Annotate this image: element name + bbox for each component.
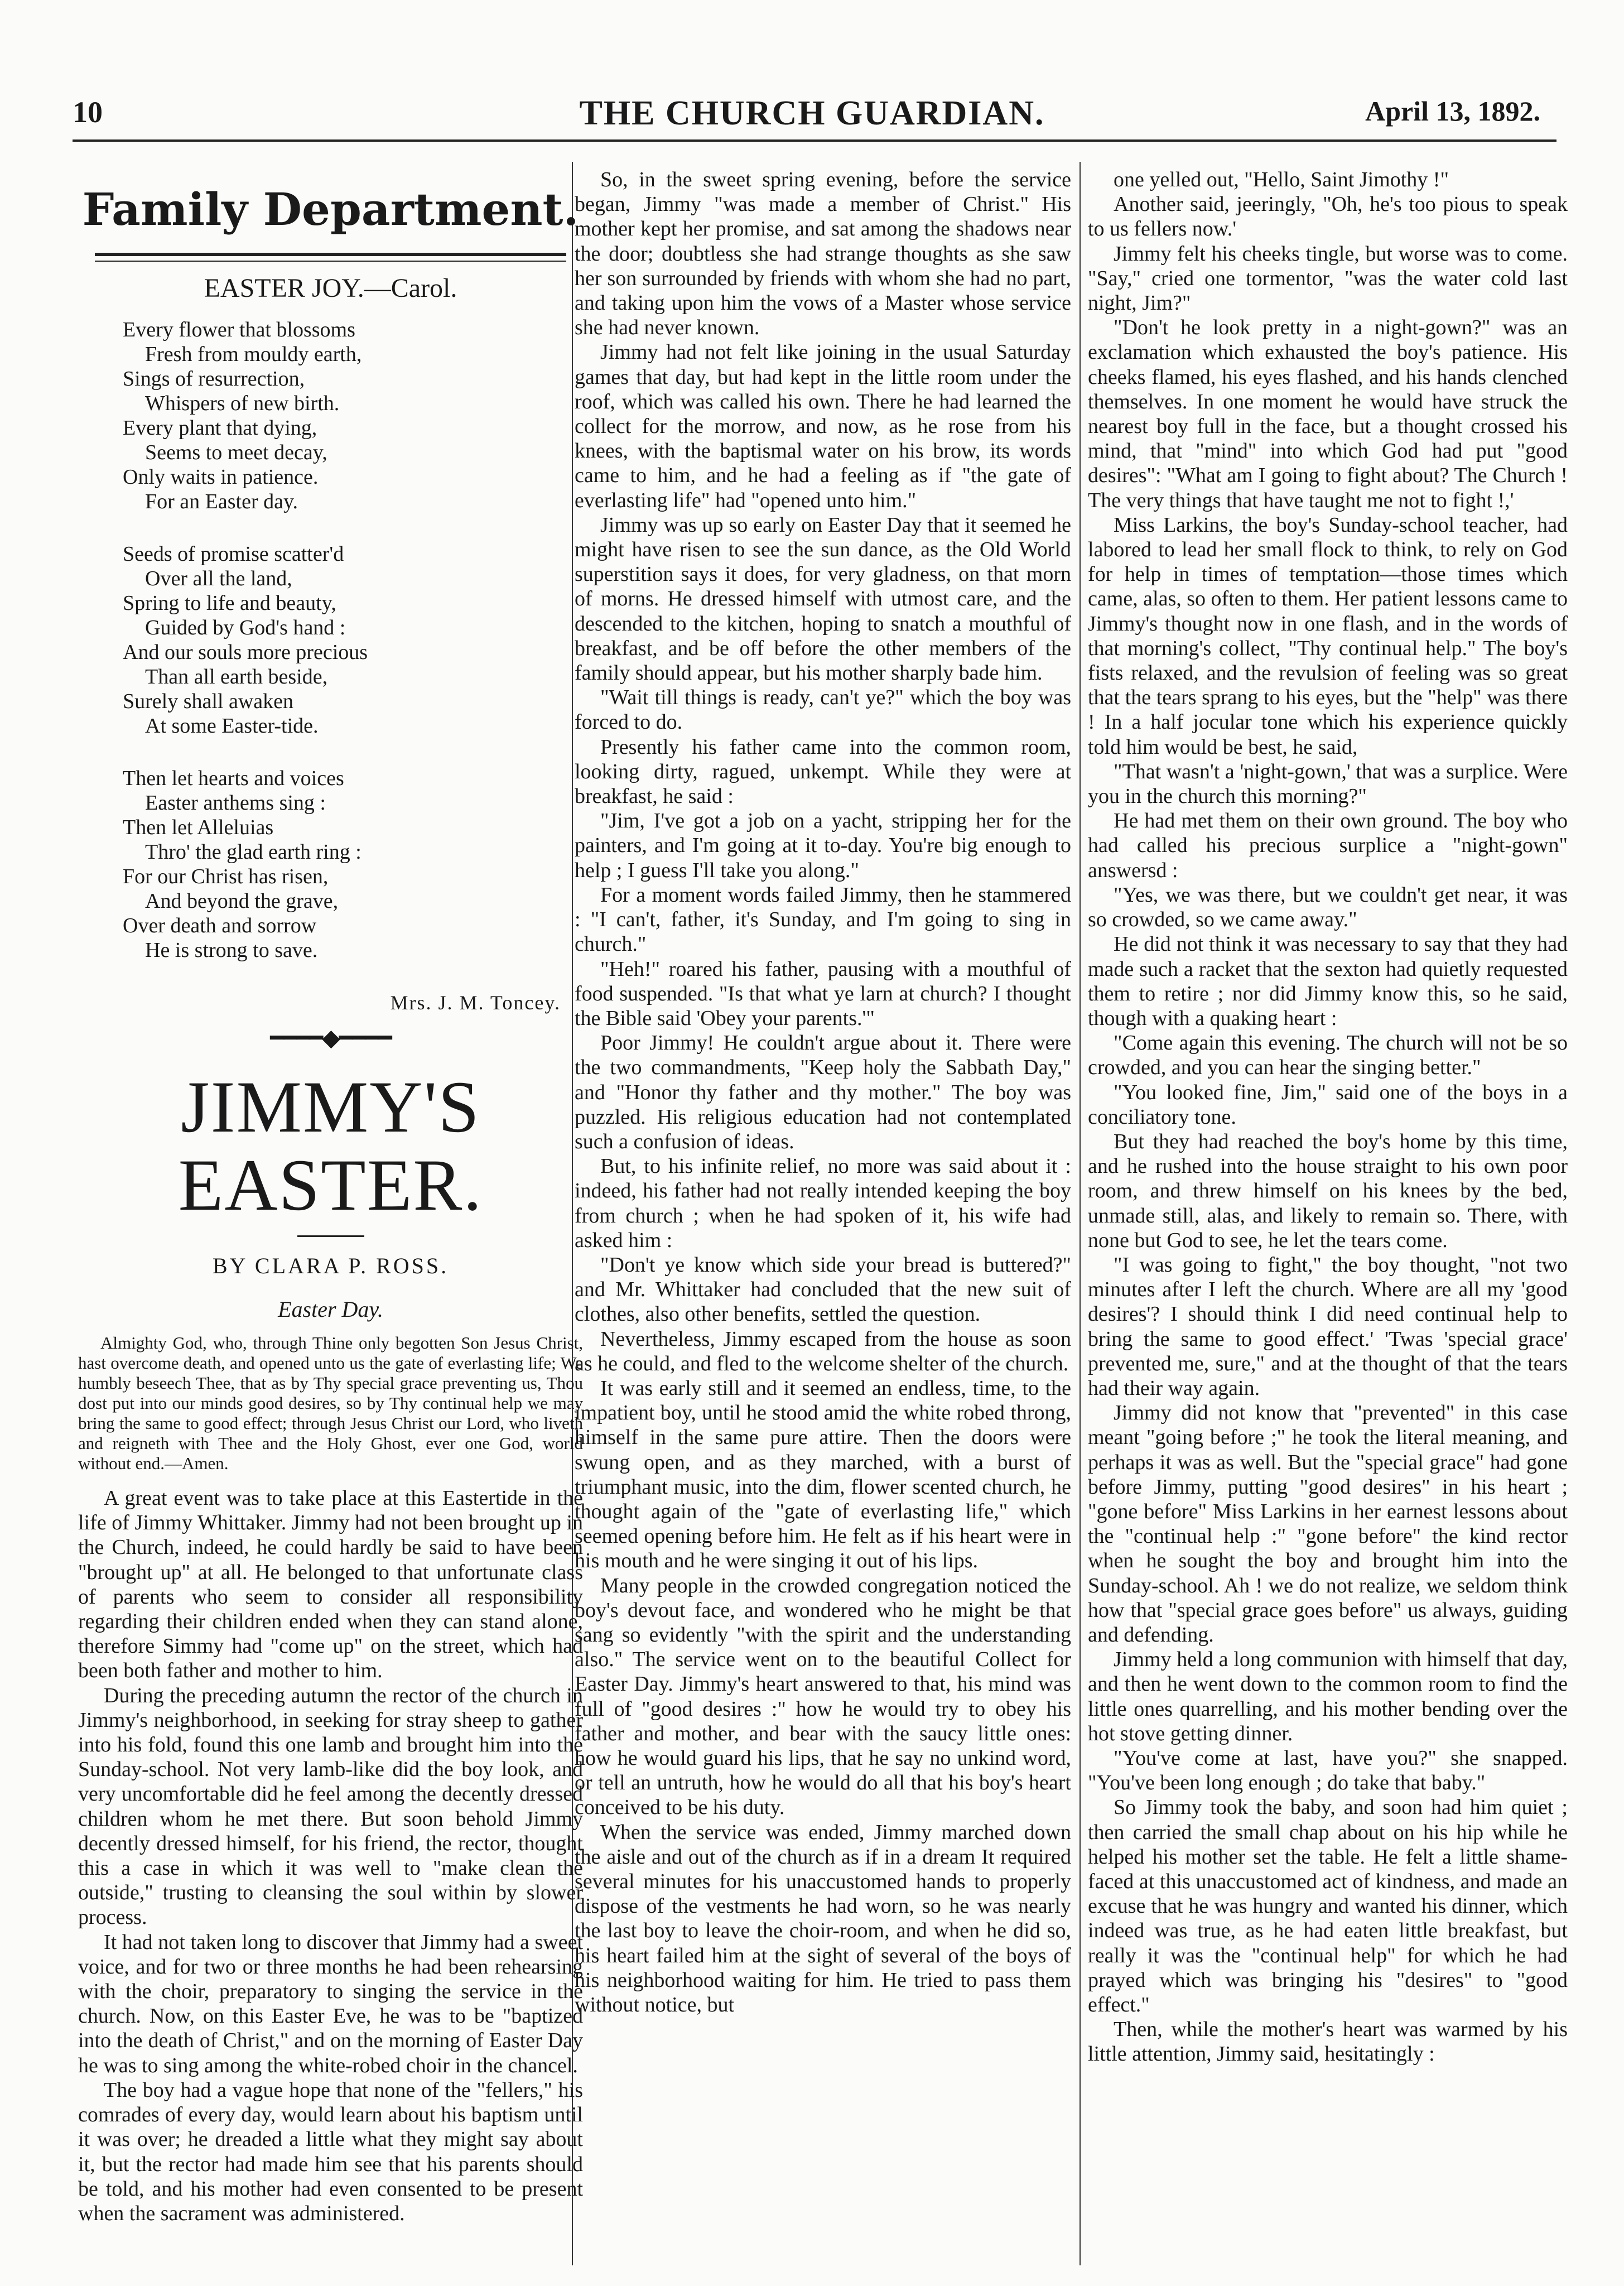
poem-line: At some Easter-tide.	[145, 714, 319, 738]
poem-line: Seems to meet decay,	[145, 441, 327, 465]
poem-line: Spring to life and beauty,	[123, 591, 336, 615]
poem-line: Over all the land,	[145, 567, 292, 591]
department-rule-thick	[95, 253, 566, 256]
story-paragraph: During the preceding autumn the rector of the church in Jimmy's neighborhood, in seeking for stray sheep to gather into his fold, found this one lamb and brought him into the Sunday-school. Not very lamb-like did the boy look, and very uncomfortable did he feel among the decently dressed children whom he met there. But soon behold Jimmy decently dressed himself, for his friend, the rector, thought this a case in which it was well to "make clean the outside," trusting to cleansing the soul within by slower process.	[78, 1683, 583, 1929]
header-rule	[73, 139, 1556, 142]
poem-line: Than all earth beside,	[145, 665, 328, 689]
story-subhead: Easter Day.	[278, 1296, 383, 1322]
story-paragraph: For a moment words failed Jimmy, then he stammered : "I can't, father, it's Sunday, and I'm going to sing in church."	[575, 883, 1071, 956]
poem-line: Only waits in patience.	[123, 465, 319, 489]
story-paragraph: one yelled out, "Hello, Saint Jimothy !"	[1114, 168, 1449, 191]
poem-line: Fresh from mouldy earth,	[145, 343, 362, 367]
story-paragraph: Poor Jimmy! He couldn't argue about it. There were the two commandments, "Keep holy the Sabbath Day," and "Honor thy father and thy mother." The boy was puzzled. His religious education had not contemplated such a confusion of ideas.	[575, 1031, 1071, 1153]
poem-stanza	[123, 766, 583, 962]
poem-line: Then let hearts and voices	[123, 767, 344, 791]
story-column-3	[1088, 167, 1568, 2067]
poem-line: Guided by God's hand :	[145, 616, 346, 640]
story-paragraph: The boy had a vague hope that none of the "fellers," his comrades of every day, would learn about his baptism until it was over; he dreaded a little what they might say about it, but the rector had made him see that his parents should be told, and his mother had even consented to be present when the sacrament was administered.	[78, 2078, 583, 2225]
newspaper-title: THE CHURCH GUARDIAN.	[579, 94, 1045, 132]
story-paragraph: When the service was ended, Jimmy marched down the aisle and out of the church as if in a dream It required several minutes for his unaccustomed hands to properly dispose of the vestments he had worn, so he was nearly the last boy to leave the choir-room, and when he did so, his heart failed him at the sight of several of the boys of his neighborhood waiting for him. He tried to pass them without notice, but	[575, 1820, 1071, 2017]
poem-stanza	[123, 542, 583, 738]
story-paragraph: Jimmy held a long communion with himself that day, and then he went down to the common room to find the little ones quarrelling, and his mother bending over the hot stove getting dinner.	[1088, 1648, 1568, 1745]
story-paragraph: "Wait till things is ready, can't ye?" which the boy was forced to do.	[575, 686, 1071, 734]
story-paragraph: "Don't ye know which side your bread is buttered?" and Mr. Whittaker had concluded that the new suit of clothes, also other benefits, settled the question.	[575, 1253, 1071, 1326]
column-rule-2	[1080, 162, 1081, 2265]
story-paragraph: Then, while the mother's heart was warmed by his little attention, Jimmy said, hesitatingly :	[1088, 2018, 1568, 2066]
story-paragraph: Jimmy did not know that "prevented" in this case meant "going before ;" he took the literal meaning, and perhaps it was as well. But the "special grace" had gone before Jimmy, putting "good desires" in his heart ; "gone before" Miss Larkins in her earnest lessons about the "continual help :" "gone before" the kind rector when he sought the boy and brought him into the Sunday-school. Ah ! we do not realize, we seldom think how that "special grace goes before" us always, guiding and defending.	[1088, 1401, 1568, 1647]
page-number: 10	[73, 95, 103, 129]
poem-line: Every flower that blossoms	[123, 318, 355, 342]
story-paragraph: Many people in the crowded congregation noticed the boy's devout face, and wondered who he might be that sang so evidently "with the spirit and the understanding also." The service went on to the beautiful Collect for Easter Day. Jimmy's heart answered to that, his mind was full of "good desires :" how he would try to obey his father and mother, and bear with the saucy little ones: how he would guard his lips, that he say no unkind word, or tell an untruth, how he would do all that his boy's heart conceived to be his duty.	[575, 1573, 1071, 1820]
poem-title: EASTER JOY.—Carol.	[204, 273, 457, 303]
story-paragraph: Miss Larkins, the boy's Sunday-school teacher, had labored to lead her small flock to think, to rely on God for help in times of temptation—those times which came, alas, so often to them. Her patient lessons came to Jimmy's thought now in one flash, and in the words of that morning's collect, "Thy continual help." The boy's fists relaxed, and the revulsion of feeling was so great that the tears sprang to his eyes, but the "help" was there ! In a half jocular tone which his experience quickly told him would be best, he said,	[1088, 513, 1568, 759]
poem-body	[78, 317, 583, 962]
poem-line: Over death and sorrow	[123, 914, 317, 938]
poem-stanza	[123, 317, 583, 514]
poem-line: Whispers of new birth.	[145, 392, 340, 416]
poem-line: Sings of resurrection,	[123, 367, 305, 391]
poem-line: He is strong to save.	[145, 939, 318, 962]
story-paragraph: "I was going to fight," the boy thought, "not two minutes after I left the church. Where are all my 'good desires'? I should think I did need continual help to bring the same to good effect.' 'Twas 'special grace' prevented me, sure," and at the thought of that the tears had their way again.	[1088, 1253, 1568, 1400]
story-paragraph: "Jim, I've got a job on a yacht, stripping her for the painters, and I'm going at it to-day. You're big enough to help ; I guess I'll take you along."	[575, 809, 1071, 882]
story-paragraph: "Come again this evening. The church will not be so crowded, and you can hear the singing better."	[1088, 1031, 1568, 1080]
story-paragraph: Jimmy was up so early on Easter Day that it seemed he might have risen to see the sun dance, as the Old World superstition says it does, for very gladness, on that morn of morns. He dressed himself with utmost care, and the descended to the kitchen, hoping to snatch a mouthful of breakfast, and be off before the other members of the family should appear, but his mother sharply bade him.	[575, 513, 1071, 685]
poem-line: And beyond the grave,	[145, 889, 339, 913]
story-paragraph: Nevertheless, Jimmy escaped from the house as soon as he could, and fled to the welcome shelter of the church.	[575, 1327, 1071, 1375]
story-paragraph: He had met them on their own ground. The boy who had called his precious surplice a "night-gown" answersd :	[1088, 809, 1568, 882]
poem-line: Seeds of promise scatter'd	[123, 542, 344, 566]
story-paragraph: Jimmy had not felt like joining in the usual Saturday games that day, but had kept in the little room under the roof, which was called his own. There he had learned the collect for the morrow, and now, as he rose from his knees, with the baptismal water on his brow, its words came to him, and he had a feeling as if "the gate of everlasting life" had "opened unto him."	[575, 340, 1071, 512]
story-paragraph: It was early still and it seemed an endless, time, to the impatient boy, until he stood amid the white robed throng, himself in the same pure attire. Then the doors were swung open, and as they marched, with a burst of triumphant music, into the dim, flower scented church, he thought again of the "gate of everlasting life," which seemed opening before him. He felt as if his heart were in his mouth and he were singing it out of his lips.	[575, 1376, 1071, 1573]
story-paragraph: "That wasn't a 'night-gown,' that was a surplice. Were you in the church this morning?"	[1088, 759, 1568, 808]
story-paragraph: So Jimmy took the baby, and soon had him quiet ; then carried the small chap about on his hip while he helped his mother set the table. He felt a little shame-faced at this unaccustomed act of kindness, and made an excuse that he was hungry and wanted his dinner, which indeed was true, as he had eaten little breakfast, but really it was the "continual help" for which he had prayed which was bringing his "desires" to "good effect."	[1088, 1796, 1568, 2017]
collect-text: Almighty God, who, through Thine only begotten Son Jesus Christ, hast overcome death, and opened unto us the gate of everlasting life; We humbly beseech Thee, that as by Thy special grace preventing us, Thou dost put into our minds good desires, so by Thy continual help we may bring the same to good effect; through Jesus Christ our Lord, who liveth and reigneth with Thee and the Holy Ghost, ever one God, world without end.—Amen.	[78, 1333, 583, 1474]
story-paragraph: A great event was to take place at this Eastertide in the life of Jimmy Whittaker. Jimmy had not been brought up in the Church, indeed, he could hardly be said to have been "brought up" at all. He belonged to that unfortunate class of parents who seem to consider all responsibility regarding their children ended when they can stand alone, therefore Simmy had "come up" on the street, which had been both father and mother to him.	[78, 1486, 583, 1683]
story-paragraph: "Don't he look pretty in a night-gown?" was an exclamation which exhausted the boy's patience. His cheeks flamed, his eyes flashed, and his hands clenched themselves. In one moment he would have struck the nearest boy full in the face, but a thought crossed his mind, that "mind" into which God had put "good desires": "What am I going to fight about? The Church ! The very things that have taught me not to fight !,'	[1088, 316, 1568, 512]
column-1	[78, 159, 583, 2226]
poem-line: Every plant that dying,	[123, 416, 317, 440]
collect-prayer	[78, 1333, 583, 1474]
story-paragraph: So, in the sweet spring evening, before the service began, Jimmy "was made a member of Christ." His mother kept her promise, and sat among the shadows near the door; doubtless she had strange thoughts as she saw her son surrounded by friends with whom she had no part, and taking upon him the vows of a Master whose service she had never known.	[575, 168, 1071, 340]
ornament-divider: ━━━━◆━━━━	[270, 1026, 391, 1052]
poem-line: And our souls more precious	[123, 641, 368, 665]
story-byline: BY CLARA P. ROSS.	[212, 1253, 449, 1278]
story-paragraph: "Yes, we was there, but we couldn't get near, it was so crowded, so we came away."	[1088, 883, 1568, 932]
title-rule	[297, 1235, 364, 1237]
story-column-2	[575, 167, 1071, 2017]
department-title: Family Department.	[82, 183, 579, 235]
issue-date: April 13, 1892.	[1365, 95, 1540, 127]
poem-line: For our Christ has risen,	[123, 865, 329, 889]
story-paragraph: Jimmy felt his cheeks tingle, but worse was to come. "Say," cried one tormentor, "was the water cold last night, Jim?"	[1088, 242, 1568, 315]
story-paragraph: Another said, jeeringly, "Oh, he's too pious to speak to us fellers now.'	[1088, 192, 1568, 241]
poem-line: Easter anthems sing :	[145, 791, 326, 815]
story-paragraph: He did not think it was necessary to say that they had made such a racket that the sexton had quietly requested them to retire ; nor did Jimmy know this, so he said, though with a quaking heart :	[1088, 932, 1568, 1030]
poem-line: Thro' the glad earth ring :	[145, 840, 362, 864]
story-paragraph: "You've come at last, have you?" she snapped. "You've been long enough ; do take that baby."	[1088, 1746, 1568, 1795]
story-paragraph: But they had reached the boy's home by this time, and he rushed into the house straight to his own poor room, and threw himself on his knees by the bed, unmade still, alas, and likely to remain so. There, with none but God to see, he let the tears come.	[1088, 1129, 1568, 1252]
department-rule-thin	[95, 261, 566, 262]
story-paragraph: "Heh!" roared his father, pausing with a mouthful of food suspended. "Is that what ye larn at church? I thought the Bible said 'Obey your parents.'"	[575, 957, 1071, 1030]
poem-author: Mrs. J. M. Toncey.	[390, 992, 561, 1014]
poem-line: For an Easter day.	[145, 490, 298, 514]
poem-line: Surely shall awaken	[123, 690, 294, 714]
story-paragraph: But, to his infinite relief, no more was said about it : indeed, his father had not really intended keeping the boy from church ; when he had spoken of it, his wife had asked him :	[575, 1154, 1071, 1252]
story-paragraph: Presently his father came into the common room, looking dirty, ragued, unkempt. While they were at breakfast, he said :	[575, 735, 1071, 808]
story-column-1	[78, 1486, 583, 2226]
story-paragraph: It had not taken long to discover that Jimmy had a sweet voice, and for two or three months he had been rehearsing with the choir, preparatory to singing the service in the church. Now, on this Easter Eve, he was to be "baptized into the death of Christ," and on the morning of Easter Day he was to sing among the white-robed choir in the chancel.	[78, 1930, 583, 2077]
poem-line: Then let Alleluias	[123, 816, 274, 840]
story-title: JIMMY'S EASTER.	[178, 1065, 483, 1226]
story-paragraph: "You looked fine, Jim," said one of the boys in a conciliatory tone.	[1088, 1080, 1568, 1129]
